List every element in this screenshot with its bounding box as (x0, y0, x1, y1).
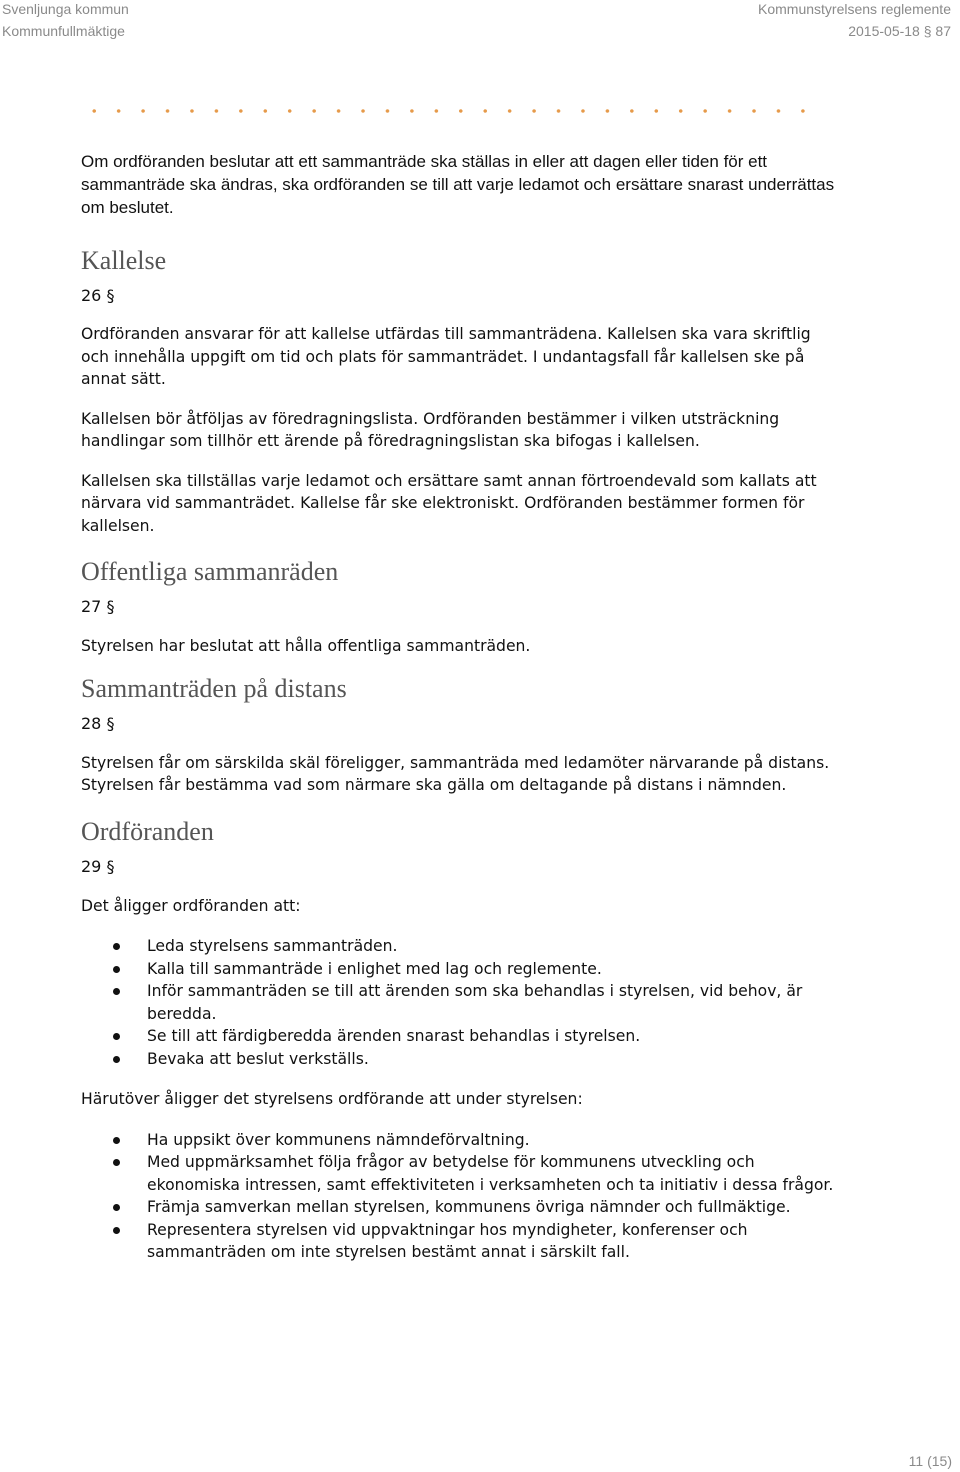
section-number-26: 26 § (81, 286, 115, 305)
list-item: Ha uppsikt över kommunens nämndeförvaltning. (81, 1129, 837, 1152)
list-item: Främja samverkan mellan styrelsen, kommunens övriga nämnder och fullmäktige. (81, 1196, 837, 1219)
duties-list (81, 935, 837, 1070)
document-title: Kommunstyrelsens reglemente (758, 1, 951, 17)
list-item: Med uppmärksamhet följa frågor av betydelse för kommunens utveckling och ekonomiska intressen, samt effektiviteten i verksamheten och ta initiativ i dessa frågor. (81, 1151, 837, 1196)
heading-offentliga: Offentliga sammanräden (81, 557, 339, 586)
kallelse-paragraph-3: Kallelsen ska tillställas varje ledamot och ersättare samt annan förtroendevald som kallats att närvara vid sammanträdet. Kallelse får ske elektroniskt. Ordföranden bestämmer formen för kallelsen. (81, 471, 817, 535)
heading-ordforanden: Ordföranden (81, 816, 214, 846)
dotted-divider (82, 108, 816, 114)
kallelse-paragraph-2: Kallelsen bör åtföljas av föredragningslista. Ordföranden bestämmer i vilken utsträckning handlingar som tillhör ett ärende på föredragningslistan ska bifogas i kallelsen. (81, 409, 780, 450)
intro-paragraph: Om ordföranden beslutar att ett sammanträde ska ställas in eller att dagen eller tiden för ett sammanträde ska ändras, ska ordföranden se till att varje ledamot och ersättare snarast underrättas om beslutet. (81, 152, 835, 217)
document-body (81, 150, 837, 1264)
list-item: Representera styrelsen vid uppvaktningar hos myndigheter, konferenser och sammanträden om inte styrelsen bestämt annat i särskilt fall. (81, 1219, 837, 1264)
section-number-29: 29 § (81, 856, 115, 876)
council-name: Kommunfullmäktige (2, 23, 125, 39)
heading-distans: Sammanträden på distans (81, 673, 347, 703)
list-item: Leda styrelsens sammanträden. (81, 935, 837, 958)
section-number-28: 28 § (81, 713, 115, 733)
ordforanden-lead: Det åligger ordföranden att: (81, 896, 301, 915)
offentliga-paragraph: Styrelsen har beslutat att hålla offentliga sammanträden. (81, 637, 531, 655)
list-item: Kalla till sammanträde i enlighet med lag och reglemente. (81, 958, 837, 981)
list-item: Bevaka att beslut verkställs. (81, 1048, 837, 1071)
page-number: 11 (15) (908, 1453, 952, 1469)
heading-kallelse: Kallelse (81, 246, 167, 275)
ordforanden-lead-2: Härutöver åligger det styrelsens ordförande att under styrelsen: (81, 1090, 583, 1108)
section-number-27: 27 § (81, 597, 115, 616)
kallelse-paragraph-1: Ordföranden ansvarar för att kallelse utfärdas till sammanträdena. Kallelsen ska vara skriftlig och innehålla uppgift om tid och plats för sammanträdet. I undantagsfall får kallelsen ske på annat sätt. (81, 325, 811, 388)
municipality-name: Svenljunga kommun (2, 1, 129, 17)
page-header (0, 0, 960, 44)
additional-duties-list (81, 1129, 837, 1264)
list-item: Inför sammanträden se till att ärenden som ska behandlas i styrelsen, vid behov, är beredda. (81, 980, 837, 1025)
document-date: 2015-05-18 § 87 (848, 23, 951, 39)
list-item: Se till att färdigberedda ärenden snarast behandlas i styrelsen. (81, 1025, 837, 1048)
distans-paragraph: Styrelsen får om särskilda skäl föreligger, sammanträda med ledamöter närvarande på distans. Styrelsen får bestämma vad som närmare ska gälla om deltagande på distans i nämnden. (81, 753, 830, 794)
